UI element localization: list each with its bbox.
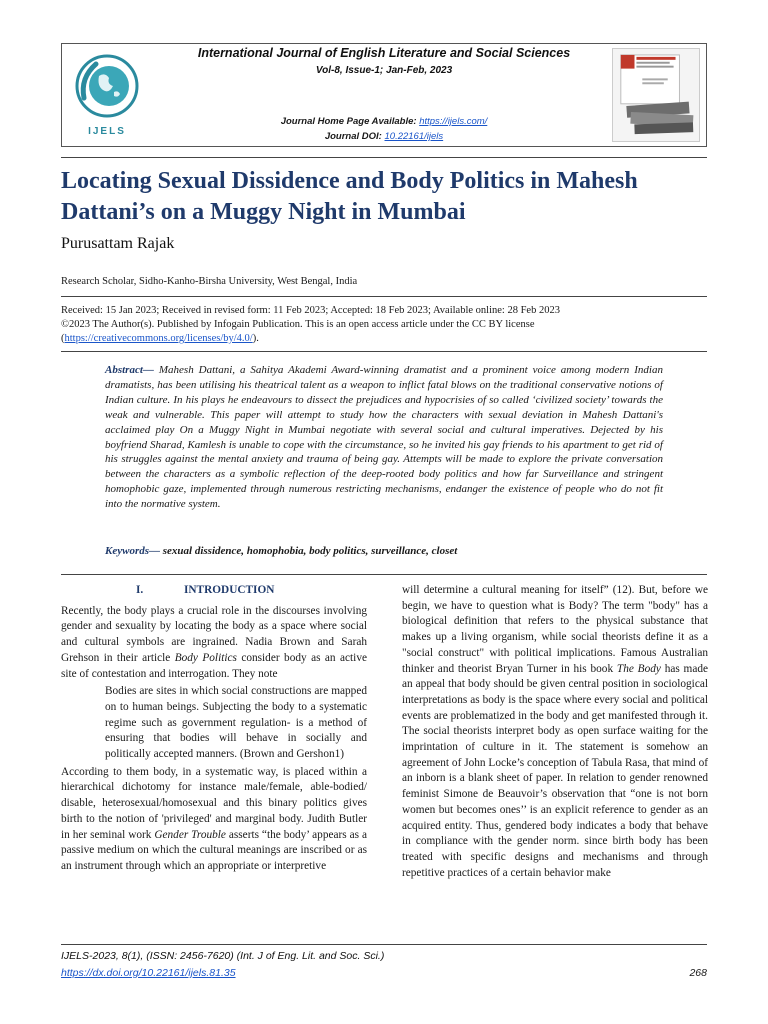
journal-doi-line: [62, 131, 706, 142]
abstract-divider: [61, 574, 707, 575]
section-number: I.: [136, 584, 144, 596]
body-column-right: [402, 583, 708, 881]
article-author: Purusattam Rajak: [61, 235, 175, 252]
footer-doi-link[interactable]: https://dx.doi.org/10.22161/ijels.81.35: [61, 967, 236, 979]
footer-citation: IJELS-2023, 8(1), (ISSN: 2456-7620) (Int. J of Eng. Lit. and Soc. Sci.): [61, 950, 385, 962]
journal-header: [61, 43, 707, 147]
abstract: [105, 363, 663, 512]
journal-home-line: [62, 116, 706, 127]
article-title: Locating Sexual Dissidence and Body Politics in Mahesh Dattani’s on a Muggy Night in Mumbai: [61, 168, 638, 225]
article-dates: [61, 304, 711, 346]
header-divider: [61, 157, 707, 158]
intro-paragraph-1: Recently, the body plays a crucial role in the discourses involving gender and sexuality by locating the body as a space where social and cultural symbols are ingrained. Nadia Brown and Sarah Grehson in their article Body Politics consider body as an active site of contestation and interrogation. They note: [61, 604, 367, 680]
home-link[interactable]: https://ijels.com/: [419, 116, 488, 127]
intro-paragraph-3: will determine a cultural meaning for itself” (12). But, before we begin, we have to question what is Body? The term "body" has a biological definition that refers to the physical substance that makes up a living organism, while social theorists define it as a "social construct" with political implications. Famous Australian thinker and theorist Bryan Turner in his book The Body has made an appeal that body should be given central position in sociological interpretations as body is the space where every social and political events are problematized in the body and get manifested through it. The social theorists interpret body as open surface waiting for the imprintation of culture in it. The statement is somehow an agreement of John Locke’s conception of Tabula Rasa, that mind of an inborn is a blank sheet of paper. In relation to gender renowned feminist Simone de Beauvoir’s observation that “one is not born women but becomes ones’’ is an explicit reference to gender as an acquired entity. Thus, gendered body indicates a body that behave in compliance with the gender norm. since birth body has been treated with specific designs and mechanisms and through repetitive practices of a certain behavior make: [402, 584, 709, 879]
footer-divider: [61, 944, 707, 945]
journal-cover-image: [612, 48, 700, 142]
abstract-label: Abstract—: [105, 364, 154, 376]
meta-divider-bottom: [61, 351, 707, 352]
keywords-text: sexual dissidence, homophobia, body politics, surveillance, closet: [160, 545, 458, 557]
doi-link[interactable]: 10.22161/ijels: [384, 131, 444, 142]
license-link[interactable]: https://creativecommons.org/licenses/by/4.0/: [64, 333, 253, 344]
author-affiliation: Research Scholar, Sidho-Kanho-Birsha University, West Bengal, India: [61, 276, 358, 287]
license-line: (https://creativecommons.org/licenses/by/4.0/).: [61, 333, 259, 344]
abstract-text: Mahesh Dattani, a Sahitya Akademi Award-winning dramatist and a prominent voice among modern Indian dramatists, has been utilising his theatrical talent as a weapon to inflict fatal blows on the traditional conservative notions of Indian culture. In his plays he endeavours to dissect the prejudices and hypocrisies of so called ‘civilized society’ towards the weak and vulnerable. This paper will attempt to study how the characters with sexual deviation in Mahesh Dattani's acclaimed play On a Muggy Night in Mumbai negotiate with several social and cultural imperatives. Dejected by his boyfriend Sharad, Kamlesh is unable to cope with the circumstance, so he invited his gay friends to his apartment to get rid of his struggles against the mental anxiety and trauma of being gay. Attempts will be made to explore the private conversation between the characters as a symbolic reflection of the deep-rooted body politics and how far Surveillance and stringent homophobic gaze, implemented through numerous restricting mechanisms, endanger the existence of people who do not fit into the normative system.: [105, 364, 663, 511]
logo-text: IJELS: [88, 126, 126, 137]
block-quote: Bodies are sites in which social constructions are mapped on to human beings. Subjecting the body to a systematic regime such as government regulation- is a method of ensuring that bodies will behave in socially and politically accepted manners. (Brown and Gershon1): [105, 685, 367, 761]
intro-paragraph-2: According to them body, in a systematic way, is placed within a hierarchical dichotomy for instance male/female, able-bodied/ disable, heterosexual/homosexual and this binary politics gives birth to the notion of 'privileged' and marginal body. Judith Butler in her seminal work Gender Trouble asserts “the body’ appears as a passive medium on which the cultural meanings are inscribed or as an instrument through which an appropriate or interpretive: [61, 765, 367, 872]
received-dates: Received: 15 Jan 2023; Received in revised form: 11 Feb 2023; Accepted: 18 Feb 2023; Available online: 28 Feb 2023: [61, 305, 560, 316]
body-column-left: [61, 583, 367, 875]
keywords: [105, 545, 685, 557]
keywords-label: Keywords—: [105, 545, 160, 557]
section-title: INTRODUCTION: [184, 584, 275, 596]
page-number: 268: [689, 967, 707, 979]
doi-label: Journal DOI:: [324, 131, 382, 142]
journal-name: International Journal of English Literature and Social Sciences: [197, 46, 571, 60]
section-heading: [61, 583, 367, 599]
meta-divider-top: [61, 296, 707, 297]
home-label: Journal Home Page Available:: [280, 116, 417, 127]
journal-volume: Vol-8, Issue-1; Jan-Feb, 2023: [315, 65, 453, 76]
copyright-line: ©2023 The Author(s). Published by Infogain Publication. This is an open access article under the CC BY license: [61, 319, 535, 330]
